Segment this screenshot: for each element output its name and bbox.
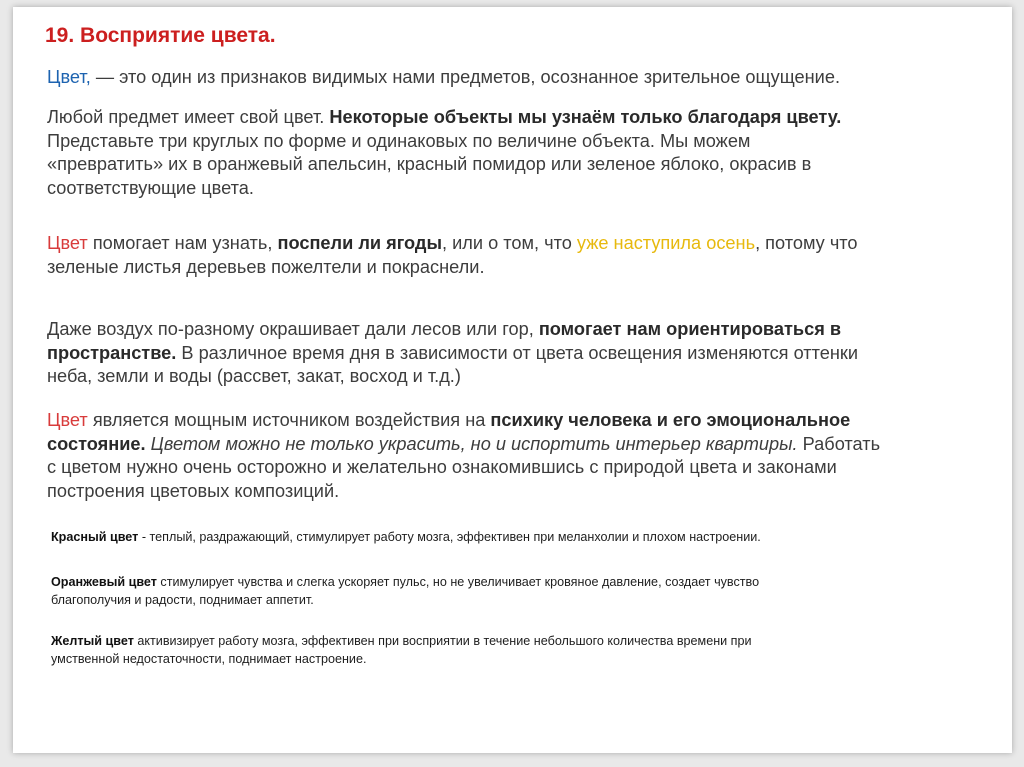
slide <box>13 7 1012 753</box>
berries-paragraph <box>47 232 858 279</box>
object-line-2: Представьте три круглых по форме и одинаковых по величине объекта. Мы можем <box>47 130 751 151</box>
yellow-color-note <box>51 632 752 668</box>
berries-bold: поспели ли ягоды <box>277 233 443 253</box>
air-line-2 <box>47 342 858 366</box>
psyche-text-a: является мощным источником воздействия на <box>87 410 491 430</box>
psyche-bold-b: состояние. <box>47 433 146 454</box>
red-color-note <box>51 528 761 546</box>
psyche-paragraph <box>47 409 880 503</box>
orange-line-1 <box>51 573 759 591</box>
berries-text-e: , потому что <box>755 233 858 253</box>
yellow-line-1 <box>51 632 752 650</box>
object-line-3: «превратить» их в оранжевый апельсин, красный помидор или зеленое яблоко, окрасив в <box>47 154 812 174</box>
psyche-line-1 <box>47 409 880 433</box>
autumn-highlight: уже наступила осень <box>576 233 756 253</box>
slide-title: 19. Восприятие цвета. <box>45 24 276 47</box>
definition-term: Цвет, <box>47 67 91 87</box>
berries-text-c: , или о том, что <box>442 233 577 253</box>
air-line-1 <box>47 318 858 342</box>
psyche-line-3: с цветом нужно очень осторожно и желательно ознакомившись с природой цвета и законами <box>47 457 837 477</box>
object-line-1 <box>47 106 841 130</box>
berries-line-2: зеленые листья деревьев пожелтели и покраснели. <box>47 256 485 277</box>
air-text-a: Даже воздух по-разному окрашивает дали лесов или гор, <box>47 319 539 339</box>
yellow-color-text: активизирует работу мозга, эффективен при восприятии в течение небольшого количества времени при <box>133 634 752 648</box>
air-bold-b: пространстве. <box>47 342 177 363</box>
psyche-italic: Цветом можно не только украсить, но и испортить интерьер квартиры. <box>145 433 798 454</box>
red-color-term: Красный цвет <box>51 530 139 544</box>
red-color-text: - теплый, раздражающий, стимулирует работу мозга, эффективен при меланхолии и плохом настроении. <box>138 530 761 544</box>
object-paragraph <box>47 106 841 200</box>
orange-line-2: благополучия и радости, поднимает аппетит. <box>51 593 314 607</box>
air-bold-a: помогает нам ориентироваться в <box>538 319 842 339</box>
air-line-3: неба, земли и воды (рассвет, закат, восход и т.д.) <box>47 366 461 386</box>
psyche-term: Цвет <box>47 410 88 430</box>
yellow-color-term: Желтый цвет <box>51 634 134 648</box>
psyche-bold-a: психику человека и его эмоциональное <box>490 410 851 430</box>
object-line-4: соответствующие цвета. <box>47 177 254 198</box>
psyche-text-c: Работать <box>797 433 881 454</box>
orange-color-text: стимулирует чувства и слегка ускоряет пульс, но не увеличивает кровяное давление, создает чувство <box>156 575 760 589</box>
psyche-line-4: построения цветовых композиций. <box>47 480 340 501</box>
object-line-1-text: Любой предмет имеет свой цвет. <box>47 107 330 127</box>
berries-line-1 <box>47 232 858 256</box>
psyche-line-2 <box>47 433 880 457</box>
berries-term: Цвет <box>47 233 88 253</box>
air-text-b: В различное время дня в зависимости от цвета освещения изменяются оттенки <box>176 342 859 363</box>
definition-paragraph <box>47 66 840 90</box>
definition-text: — это один из признаков видимых нами предметов, осознанное зрительное ощущение. <box>90 67 840 87</box>
orange-color-note <box>51 573 759 609</box>
air-paragraph <box>47 318 858 389</box>
object-line-1-bold: Некоторые объекты мы узнаём только благодаря цвету. <box>329 107 842 127</box>
orange-color-term: Оранжевый цвет <box>51 575 157 589</box>
yellow-line-2: умственной недостаточности, поднимает настроение. <box>51 652 367 666</box>
berries-text-a: помогает нам узнать, <box>87 233 278 253</box>
